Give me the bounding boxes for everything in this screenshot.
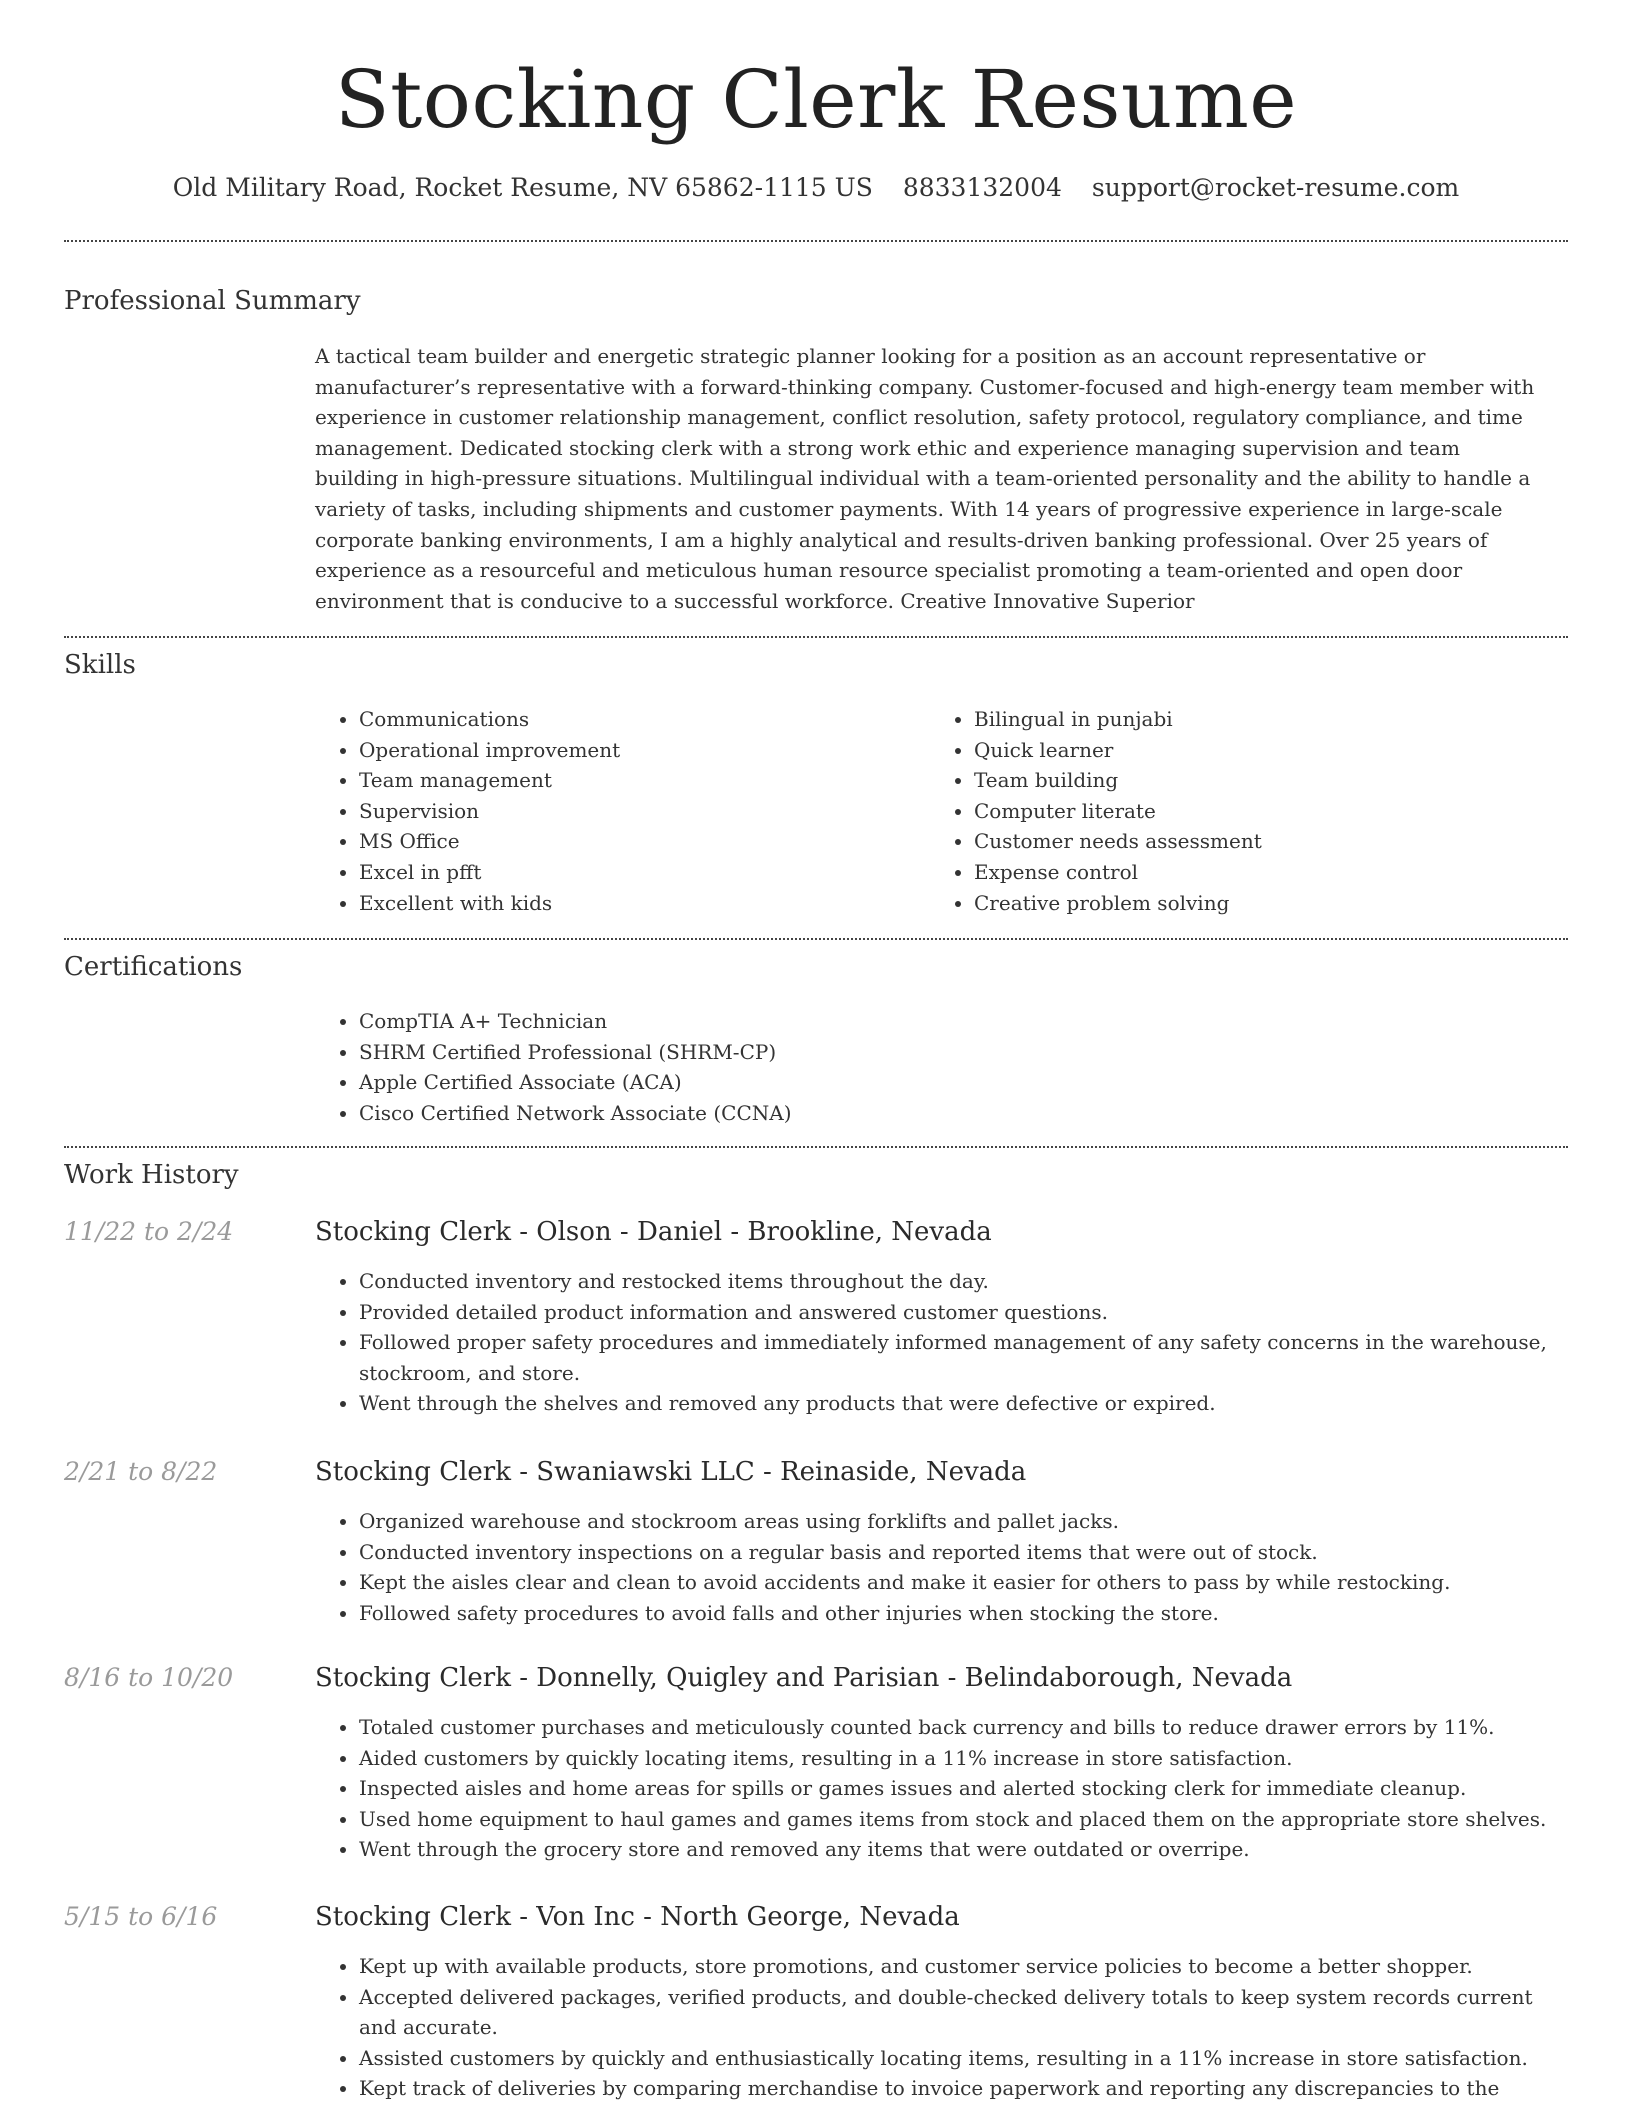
- job-bullet: • Kept up with available products, store promotions, and customer service policies to become a better shopper.: [359, 1951, 1565, 1982]
- certifications-list: [315, 1006, 1545, 1128]
- skill-item: • Quick learner: [974, 735, 1530, 766]
- job-bullet: • Followed safety procedures to avoid falls and other injuries when stocking the store.: [359, 1598, 1565, 1629]
- certification-item: • Cisco Certified Network Associate (CCNA): [359, 1098, 1545, 1129]
- skill-item: • Operational improvement: [359, 735, 915, 766]
- skill-item: • Excellent with kids: [359, 888, 915, 919]
- section-title-work-history: Work History: [64, 1160, 239, 1190]
- skill-item: • Expense control: [974, 857, 1530, 888]
- job-bullets: [315, 1266, 1565, 1419]
- divider-header: [64, 240, 1568, 242]
- skills-left-list: [315, 704, 915, 918]
- job-bullet: • Used home equipment to haul games and games items from stock and placed them on the appropriate store shelves.: [359, 1804, 1565, 1835]
- skill-item: • Computer literate: [974, 796, 1530, 827]
- contact-address: Old Military Road, Rocket Resume, NV 65862-1115 US: [172, 173, 873, 202]
- skill-item: • Creative problem solving: [974, 888, 1530, 919]
- job-title: Stocking Clerk - Olson - Daniel - Brookline, Nevada: [315, 1217, 992, 1247]
- skill-item: • Bilingual in punjabi: [974, 704, 1530, 735]
- section-title-summary: Professional Summary: [64, 286, 361, 316]
- certification-item: • Apple Certified Associate (ACA): [359, 1067, 1545, 1098]
- job-title: Stocking Clerk - Donnelly, Quigley and Parisian - Belindaborough, Nevada: [315, 1663, 1293, 1693]
- contact-line: [64, 170, 1568, 206]
- job-bullet: • Totaled customer purchases and meticulously counted back currency and bills to reduce drawer errors by 11%.: [359, 1712, 1565, 1743]
- skill-item: • Team management: [359, 765, 915, 796]
- certification-item: • SHRM Certified Professional (SHRM-CP): [359, 1037, 1545, 1068]
- job-bullet: • Went through the grocery store and removed any items that were outdated or overripe.: [359, 1834, 1565, 1865]
- section-title-skills: Skills: [64, 650, 136, 680]
- job-date: 8/16 to 10/20: [64, 1663, 234, 1692]
- job-bullets: [315, 1712, 1565, 1865]
- job-bullet: • Inspected aisles and home areas for spills or games issues and alerted stocking clerk for immediate cleanup.: [359, 1773, 1565, 1804]
- skills-right-list: [930, 704, 1530, 918]
- certification-item: • CompTIA A+ Technician: [359, 1006, 1545, 1037]
- job-bullet: • Accepted delivered packages, verified products, and double-checked delivery totals to keep system records current and accurate.: [359, 1982, 1565, 2043]
- job-bullet: • Kept the aisles clear and clean to avoid accidents and make it easier for others to pass by while restocking.: [359, 1567, 1565, 1598]
- job-title: Stocking Clerk - Von Inc - North George, Nevada: [315, 1902, 960, 1932]
- contact-phone: 8833132004: [902, 173, 1062, 202]
- job-bullet: • Followed proper safety procedures and immediately informed management of any safety concerns in the warehouse, stockroom, and store.: [359, 1327, 1565, 1388]
- skill-item: • Excel in pfft: [359, 857, 915, 888]
- job-bullet: • Provided detailed product information and answered customer questions.: [359, 1297, 1565, 1328]
- job-bullets: [315, 1951, 1565, 2104]
- divider-certifications: [64, 1146, 1568, 1148]
- skill-item: • Supervision: [359, 796, 915, 827]
- skill-item: • Team building: [974, 765, 1530, 796]
- job-bullet: • Kept track of deliveries by comparing merchandise to invoice paperwork and reporting any discrepancies to the: [359, 2073, 1565, 2104]
- job-bullet: • Conducted inventory and restocked items throughout the day.: [359, 1266, 1565, 1297]
- job-bullet: • Assisted customers by quickly and enthusiastically locating items, resulting in a 11% increase in store satisfaction.: [359, 2043, 1565, 2074]
- job-bullet: • Aided customers by quickly locating items, resulting in a 11% increase in store satisfaction.: [359, 1743, 1565, 1774]
- resume-title: Stocking Clerk Resume: [334, 53, 1298, 146]
- job-bullets: [315, 1506, 1565, 1628]
- job-date: 2/21 to 8/22: [64, 1457, 218, 1486]
- job-date: 11/22 to 2/24: [64, 1217, 234, 1246]
- section-title-certifications: Certifications: [64, 952, 243, 982]
- skill-item: • Communications: [359, 704, 915, 735]
- skill-item: • Customer needs assessment: [974, 826, 1530, 857]
- contact-email: support@rocket-resume.com: [1091, 173, 1460, 202]
- skill-item: • MS Office: [359, 826, 915, 857]
- divider-summary: [64, 636, 1568, 638]
- job-bullet: • Organized warehouse and stockroom areas using forklifts and pallet jacks.: [359, 1506, 1565, 1537]
- job-date: 5/15 to 6/16: [64, 1902, 218, 1931]
- job-bullet: • Went through the shelves and removed any products that were defective or expired.: [359, 1388, 1565, 1419]
- job-bullet: • Conducted inventory inspections on a regular basis and reported items that were out of stock.: [359, 1537, 1565, 1568]
- divider-skills: [64, 938, 1568, 940]
- job-title: Stocking Clerk - Swaniawski LLC - Reinaside, Nevada: [315, 1457, 1027, 1487]
- summary-text: A tactical team builder and energetic strategic planner looking for a position as an account representative or manufacturer’s representative with a forward-thinking company. Customer-focused and high-energy team member with experience in customer relationship management, conflict resolution, safety protocol, regulatory compliance, and time management. Dedicated stocking clerk with a strong work ethic and experience managing supervision and team building in high-pressure situations. Multilingual individual with a team-oriented personality and the ability to handle a variety of tasks, including shipments and customer payments. With 14 years of progressive experience in large-scale corporate banking environments, I am a highly analytical and results-driven banking professional. Over 25 years of experience as a resourceful and meticulous human resource specialist promoting a team-oriented and open door environment that is conducive to a successful workforce. Creative Innovative Superior: [315, 344, 1535, 613]
